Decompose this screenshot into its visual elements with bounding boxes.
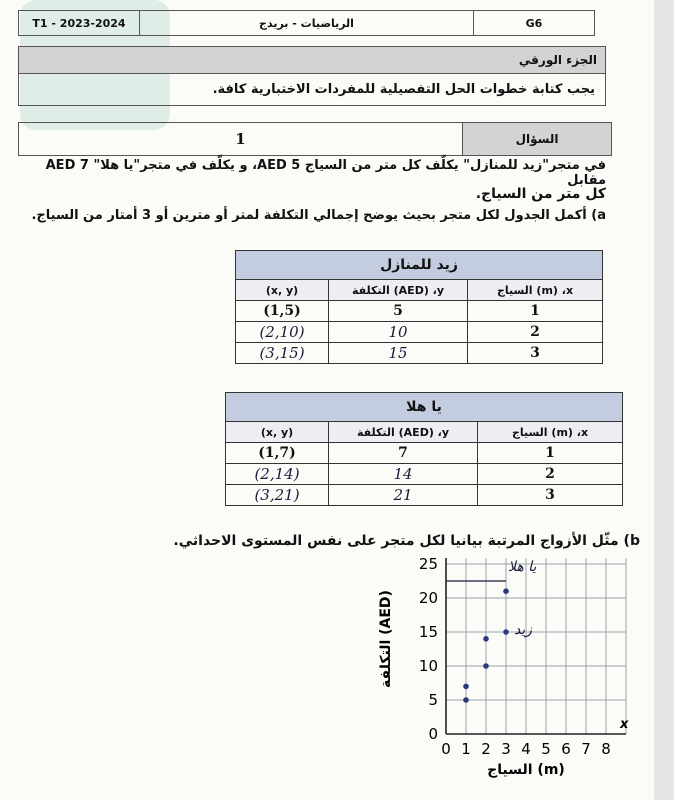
x-cell: 3 (478, 485, 623, 506)
table-zaid-title: زيد للمنازل (236, 251, 603, 280)
y-tick-label: 10 (418, 657, 438, 675)
data-point (463, 697, 469, 703)
part-b-text: b) مثّل الأزواج المرتبة بيانيا لكل متجر على نفس المستوى الاحداثي. (173, 533, 640, 549)
table-zaid (235, 250, 603, 364)
pair-cell-handwritten: (2,14) (226, 464, 329, 485)
table-row (226, 485, 623, 506)
data-point (503, 629, 509, 635)
x-tick-label: 6 (561, 740, 571, 758)
section-box (18, 46, 606, 106)
y-tick-label: 20 (418, 589, 438, 607)
cost-cell-handwritten: 14 (329, 464, 478, 485)
part-a-text: a) أكمل الجدول لكل متجر بحيث يوضح إجمالي التكلفة لمتر أو مترين أو 3 أمتار من السياج. (31, 208, 606, 223)
annotation-yahala: يا هلا (508, 558, 537, 575)
col-x-header: السياج (m) ،x (468, 280, 603, 301)
cost-cell-handwritten: 10 (329, 322, 468, 343)
pair-cell: (1,7) (226, 443, 329, 464)
x-cell: 2 (468, 322, 603, 343)
coordinate-graph (360, 558, 660, 798)
section-title: الجزء الورقي (19, 47, 605, 74)
x-tick-label: 7 (581, 740, 591, 758)
y-tick-label: 5 (428, 691, 438, 709)
question-label: السؤال (462, 123, 611, 155)
x-cell: 2 (478, 464, 623, 485)
x-tick-label: 8 (601, 740, 611, 758)
data-point (483, 636, 489, 642)
data-point (483, 663, 489, 669)
annotation-zaid: زيد (514, 622, 533, 638)
x-tick-label: 2 (481, 740, 491, 758)
table-row (236, 322, 603, 343)
col-pair-header: (x, y) (236, 280, 329, 301)
graph-grid (446, 558, 626, 734)
y-axis-label: التكلفة (AED) (378, 590, 394, 688)
y-tick-label: 25 (418, 558, 438, 573)
x-tick-label: 5 (541, 740, 551, 758)
data-point (503, 588, 509, 594)
x-cell: 1 (468, 301, 603, 322)
graph-ticks (419, 558, 611, 758)
pair-cell-handwritten: (3,21) (226, 485, 329, 506)
pair-cell-handwritten: (2,10) (236, 322, 329, 343)
cost-cell-handwritten: 21 (329, 485, 478, 506)
table-yahala-title: يا هلا (226, 393, 623, 422)
problem-line-1: في متجر"زيد للمنازل" يكلّف كل متر من السياج AED 5، و يكلّف في متجر"يا هلا" AED 7 مقابل (45, 158, 606, 188)
question-box (18, 122, 612, 156)
y-tick-label: 0 (428, 725, 438, 743)
cost-cell: 7 (329, 443, 478, 464)
x-tick-label: 4 (521, 740, 531, 758)
subject-cell: الرياضيات - بريدج (139, 11, 473, 35)
x-tick-label: 1 (461, 740, 471, 758)
y-tick-label: 15 (418, 623, 438, 641)
col-cost-header: التكلفة (AED) ،y (329, 280, 468, 301)
table-row (236, 301, 603, 322)
x-cell: 3 (468, 343, 603, 364)
pair-cell: (1,5) (236, 301, 329, 322)
pair-cell-handwritten: (3,15) (236, 343, 329, 364)
exam-header (18, 10, 595, 36)
cost-cell-handwritten: 15 (329, 343, 468, 364)
question-number: 1 (235, 130, 246, 148)
x-tick-label: 0 (441, 740, 451, 758)
x-axis-letter: x (620, 717, 629, 732)
table-row (236, 343, 603, 364)
term-cell: T1 - 2023-2024 (32, 16, 126, 30)
cost-cell: 5 (329, 301, 468, 322)
grade-cell: G6 (473, 11, 594, 35)
col-cost-header: التكلفة (AED) ،y (329, 422, 478, 443)
section-instruction: يجب كتابة خطوات الحل التفصيلية للمفردات الاختبارية كافة. (212, 82, 595, 97)
data-point (463, 684, 469, 690)
x-axis-label: السياج (m) (487, 762, 565, 778)
x-cell: 1 (478, 443, 623, 464)
problem-line-2: كل متر من السياج. (475, 186, 606, 202)
col-pair-header: (x, y) (226, 422, 329, 443)
table-row (226, 443, 623, 464)
x-tick-label: 3 (501, 740, 511, 758)
table-row (226, 464, 623, 485)
col-x-header: السياج (m) ،x (478, 422, 623, 443)
table-yahala (225, 392, 623, 506)
